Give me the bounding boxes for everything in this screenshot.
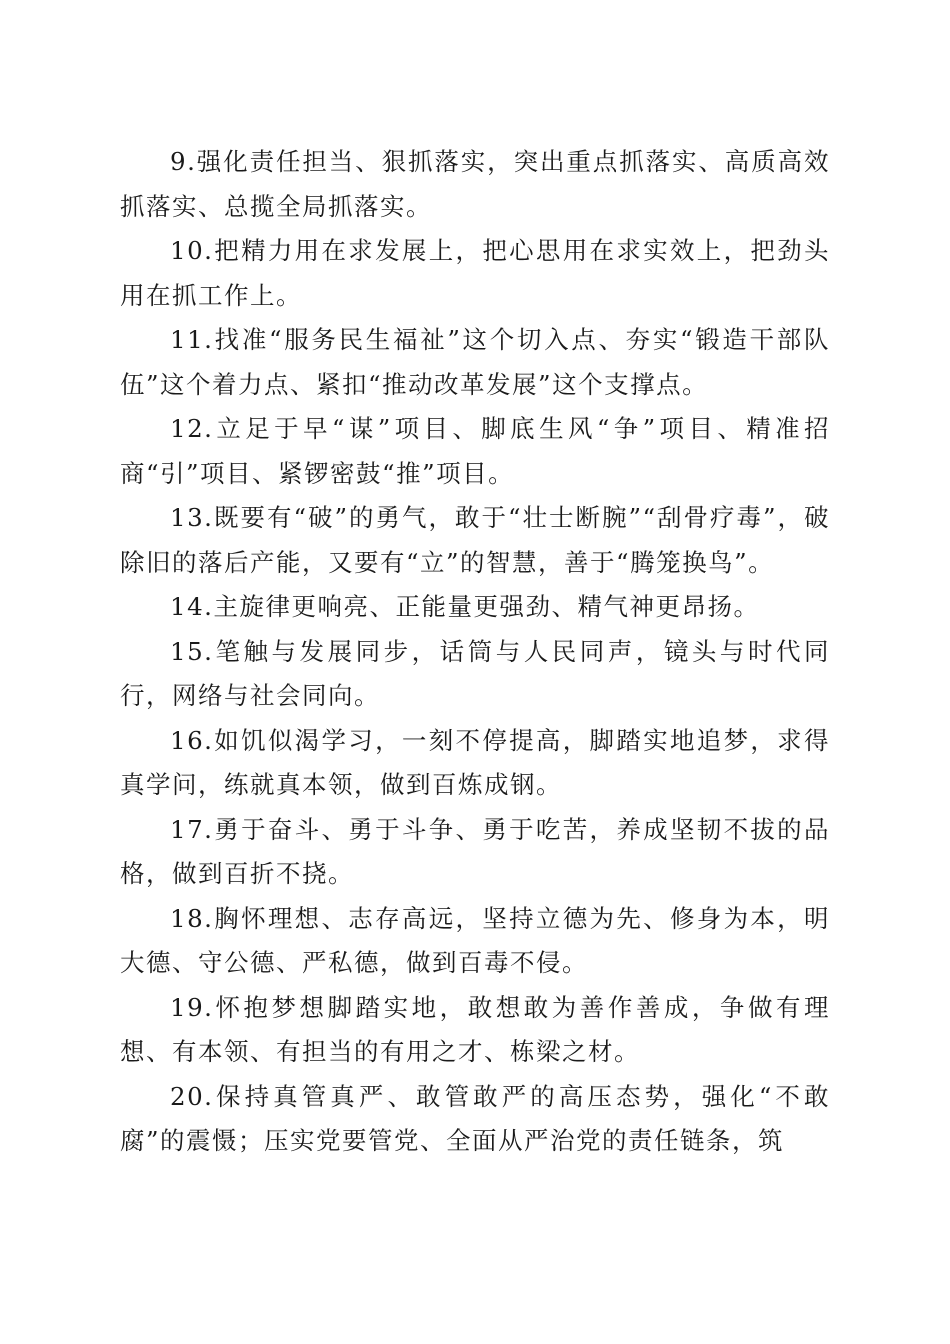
paragraph-9: 9.强化责任担当、狠抓落实，突出重点抓落实、高质高效抓落实、总揽全局抓落实。 bbox=[120, 147, 830, 221]
document-body bbox=[120, 140, 830, 1164]
paragraph-12: 12.立足于早“谋”项目、脚底生风“争”项目、精准招商“引”项目、紧锣密鼓“推”项目。 bbox=[120, 414, 830, 488]
paragraph-11: 11.找准“服务民生福祉”这个切入点、夯实“锻造干部队伍”这个着力点、紧扣“推动改革发展”这个支撑点。 bbox=[120, 325, 830, 399]
paragraph-14: 14.主旋律更响亮、正能量更强劲、精气神更昂扬。 bbox=[170, 592, 760, 621]
paragraph-10: 10.把精力用在求发展上，把心思用在求实效上，把劲头用在抓工作上。 bbox=[120, 236, 830, 310]
paragraph-15: 15.笔触与发展同步，话筒与人民同声，镜头与时代同行，网络与社会同向。 bbox=[120, 636, 830, 710]
paragraph-18: 18.胸怀理想、志存高远，坚持立德为先、修身为本，明大德、守公德、严私德，做到百毒不侵。 bbox=[120, 903, 830, 977]
paragraph-17: 17.勇于奋斗、勇于斗争、勇于吃苦，养成坚韧不拔的品格，做到百折不挠。 bbox=[120, 814, 830, 888]
paragraph-16: 16.如饥似渴学习，一刻不停提高，脚踏实地追梦，求得真学问，练就真本领，做到百炼成钢。 bbox=[120, 725, 830, 799]
paragraph-19: 19.怀抱梦想脚踏实地，敢想敢为善作善成，争做有理想、有本领、有担当的有用之才、栋梁之材。 bbox=[120, 992, 830, 1066]
paragraph-13: 13.既要有“破”的勇气，敢于“壮士断腕”“刮骨疗毒”，破除旧的落后产能，又要有“立”的智慧，善于“腾笼换鸟”。 bbox=[120, 503, 830, 577]
paragraph-20: 20.保持真管真严、敢管敢严的高压态势，强化“不敢腐”的震慑；压实党要管党、全面从严治党的责任链条，筑 bbox=[120, 1081, 830, 1155]
